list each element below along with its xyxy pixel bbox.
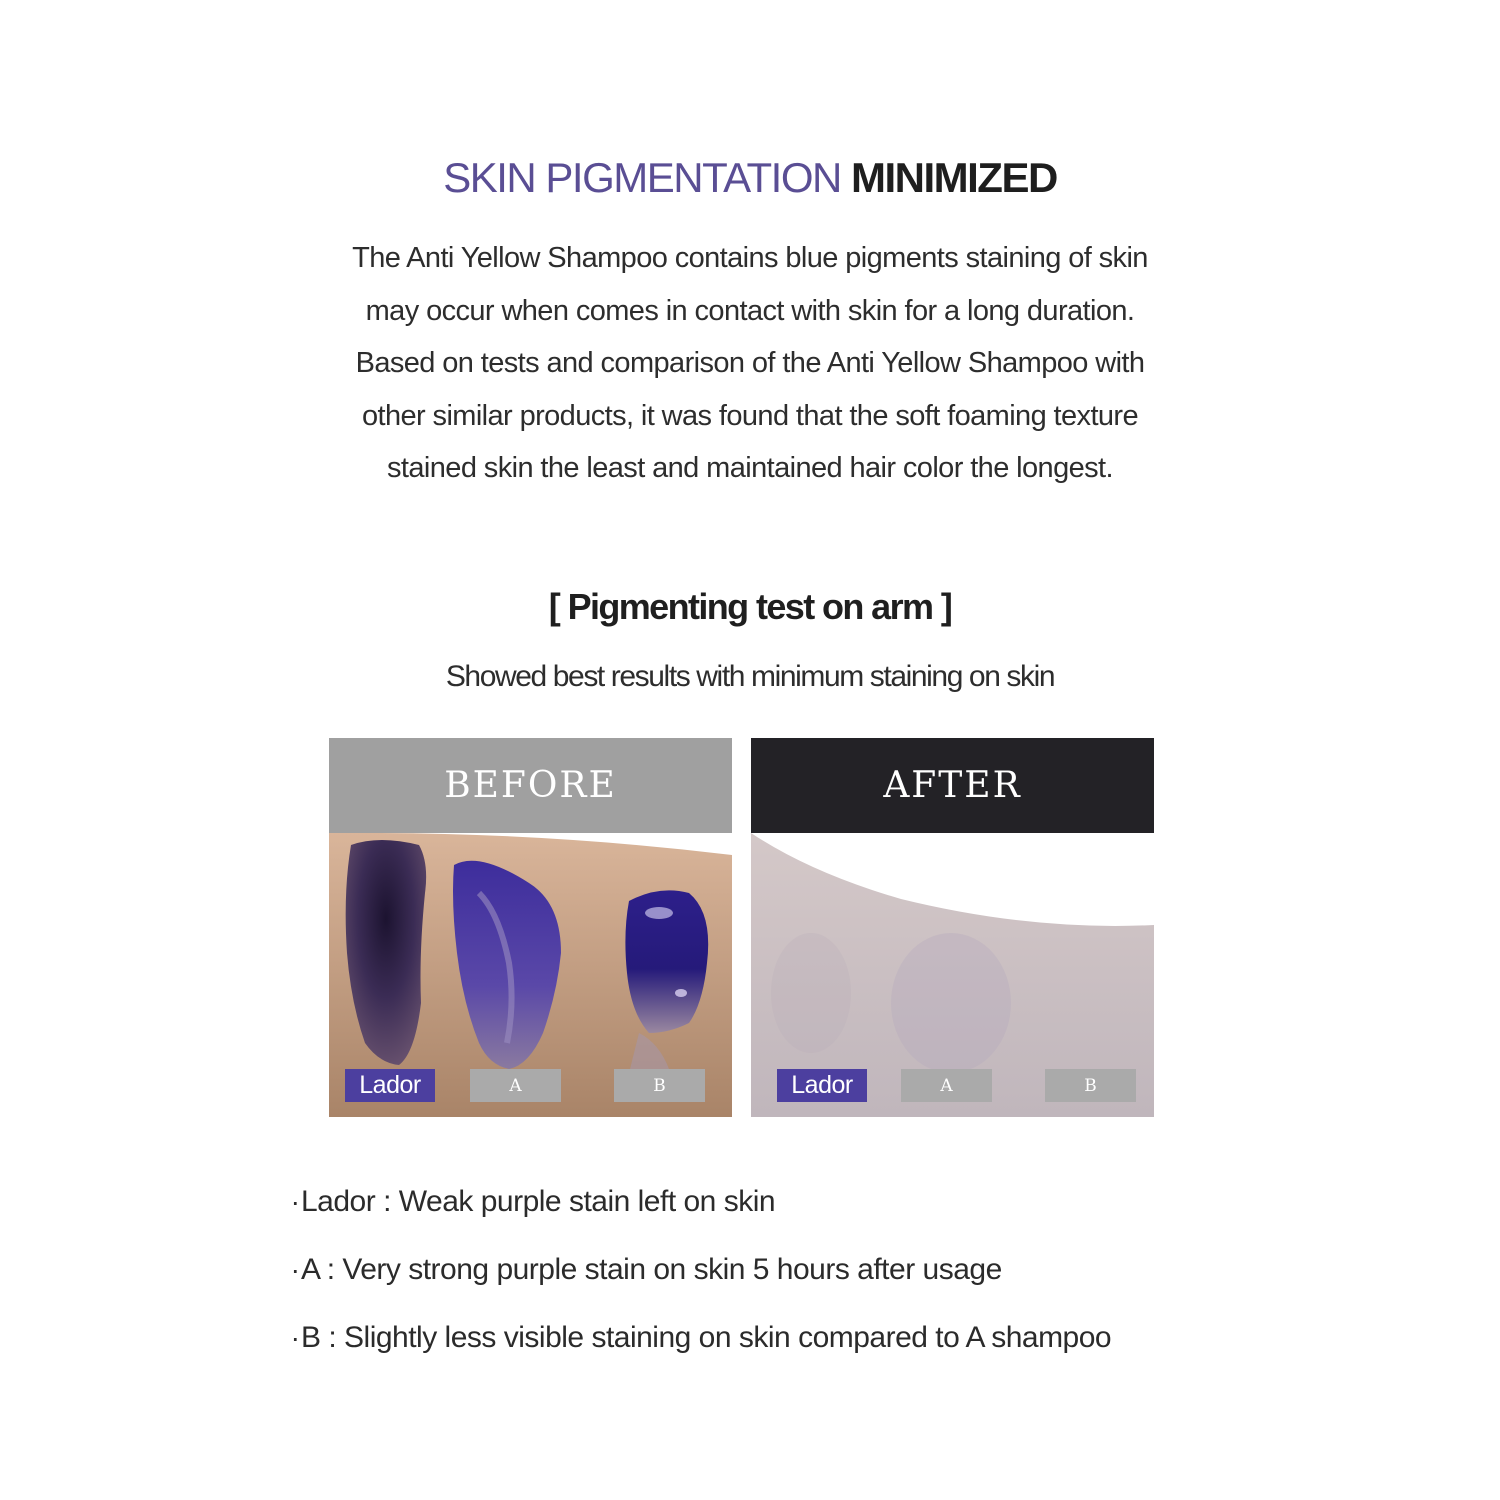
description-line: Based on tests and comparison of the Anti Yellow Shampoo with: [355, 347, 1145, 379]
after-tag-lador: Lador: [777, 1069, 867, 1102]
note-text: Lador : Weak purple stain left on skin: [301, 1185, 776, 1218]
note-text: A : Very strong purple stain on skin 5 hours after usage: [301, 1253, 1002, 1286]
bullet-dot: ·: [290, 1322, 300, 1353]
before-tag-lador: Lador: [345, 1069, 435, 1102]
headline-emphasis: MINIMIZED: [851, 154, 1057, 201]
results-notes: [289, 1168, 1111, 1372]
note-text: B : Slightly less visible staining on skin compared to A shampoo: [301, 1321, 1112, 1354]
page-headline: [0, 150, 1500, 206]
description-paragraph: [200, 232, 1300, 495]
note-lador: [289, 1168, 1111, 1236]
before-tag-b: B: [614, 1069, 705, 1102]
test-title: [ Pigmenting test on arm ]: [548, 586, 952, 627]
note-a: [289, 1236, 1111, 1304]
headline-accent: SKIN PIGMENTATION: [443, 154, 841, 201]
bullet-dot: ·: [290, 1186, 300, 1217]
description-line: The Anti Yellow Shampoo contains blue pigments staining of skin: [352, 242, 1148, 274]
note-b: [289, 1304, 1111, 1372]
bullet-dot: ·: [290, 1254, 300, 1285]
after-header: AFTER: [751, 738, 1154, 833]
description-line: may occur when comes in contact with skin for a long duration.: [365, 294, 1135, 327]
after-tag-b: B: [1045, 1069, 1136, 1102]
after-tag-a: A: [901, 1069, 992, 1102]
before-panel: [329, 738, 732, 1117]
before-tag-a: A: [470, 1069, 561, 1102]
description-line: stained skin the least and maintained hair color the longest.: [387, 452, 1113, 484]
test-subtitle: Showed best results with minimum staining on skin: [445, 660, 1055, 693]
after-panel: [751, 738, 1154, 1117]
description-line: other similar products, it was found that the soft foaming texture: [361, 399, 1139, 432]
before-header: BEFORE: [329, 738, 732, 833]
